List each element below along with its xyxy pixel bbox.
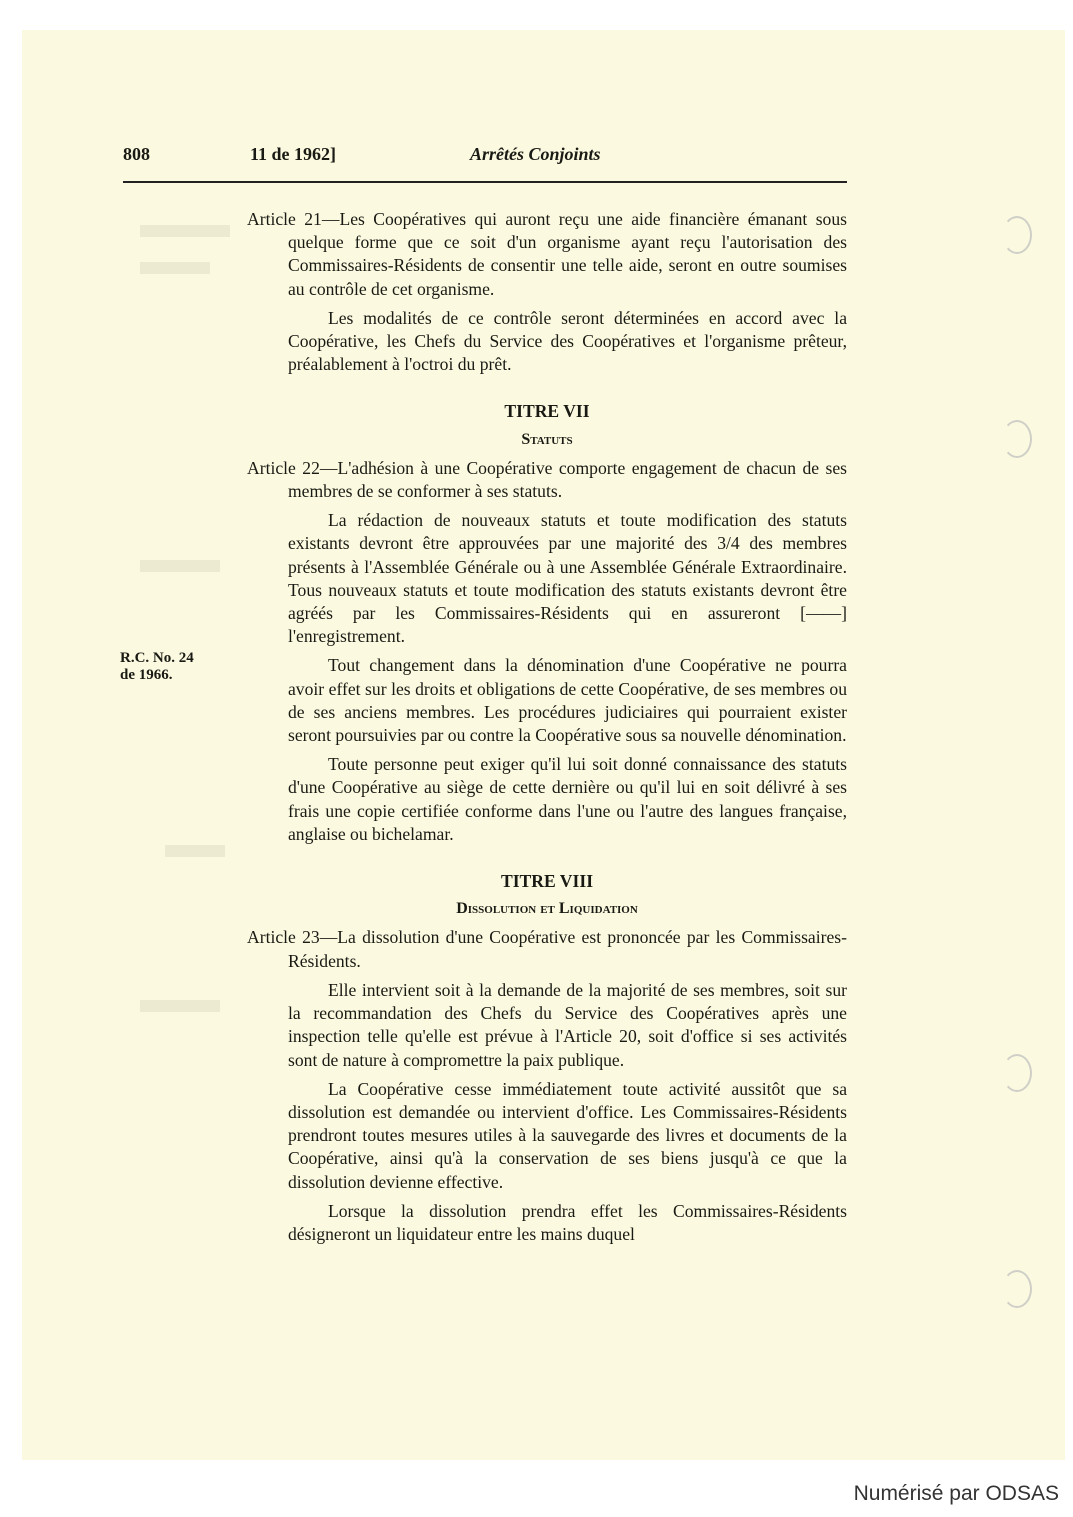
header-title: Arrêtés Conjoints: [470, 144, 601, 164]
header-rule: [123, 181, 847, 183]
article-21-paragraph: Les modalités de ce contrôle seront déterminées en accord avec la Coopérative, les Chefs du Service des Coopératives et l'organisme prêteur, préalablement à l'octroi du prêt.: [288, 307, 847, 375]
punch-hole-icon: [1002, 216, 1032, 254]
titre-vii-subheading: Statuts: [521, 430, 573, 448]
titre-viii-subheading: Dissolution et Liquidation: [456, 900, 638, 918]
margin-note-line: R.C. No. 24: [120, 650, 194, 666]
titre-vii-heading: TITRE VII: [504, 401, 590, 422]
article-23-paragraph: La Coopérative cesse immédiatement toute activité aussitôt que sa dissolution est demandée ou intervient d'office. Les Commissaires-Résidents prendront toutes mesures utiles à la sauvegarde des livres et documents de la Coopérative, ainsi qu'à la conservation de ses biens jusqu'à ce que la dissolution devienne effective.: [288, 1078, 847, 1192]
article-21: Article 21—Les Coopératives qui auront reçu une aide financière émanant sous quelque forme que ce soit d'un organisme ayant reçu l'autorisation des Commissaires-Résidents de consentir une telle aide, seront en outre soumises au contrôle de cet organisme.: [247, 209, 847, 299]
punch-hole-icon: [1002, 1270, 1032, 1308]
punch-hole-icon: [1002, 420, 1032, 458]
article-23-paragraph: Elle intervient soit à la demande de la majorité de ses membres, soit sur la recommandation des Chefs du Service des Coopératives après une inspection telle qu'elle est prévue à l'Article 20, soit d'office si ses activités sont de nature à compromettre la paix publique.: [288, 979, 847, 1070]
page-number: 808: [123, 144, 150, 164]
show-through-mark: [140, 262, 210, 274]
article-23-paragraph: Lorsque la dissolution prendra effet les Commissaires-Résidents désigneront un liquidateur entre les mains duquel: [288, 1200, 847, 1244]
show-through-mark: [165, 845, 225, 857]
show-through-mark: [140, 225, 230, 237]
article-22-paragraph: Tout changement dans la dénomination d'une Coopérative ne pourra avoir effet sur les droits et obligations de cette Coopérative, de ses membres ou de ses anciens membres. Les procédures judiciaires qui pourraient exister seront poursuivies par ou contre la Coopérative sous sa nouvelle dénomination.: [288, 655, 847, 746]
show-through-mark: [140, 560, 220, 572]
punch-hole-icon: [1002, 1054, 1032, 1092]
article-22-paragraph: Toute personne peut exiger qu'il lui soit donné connaissance des statuts d'une Coopérative au siège de cette dernière ou qu'il lui en soit délivré à ses frais une copie certifiée conforme dans l'une ou l'autre des langues française, anglaise ou bichelamar.: [288, 754, 847, 844]
header-year: 11 de 1962]: [250, 144, 337, 164]
titre-viii-heading: TITRE VIII: [500, 871, 594, 892]
article-23: Article 23—La dissolution d'une Coopérative est prononcée par les Commissaires-Résidents.: [247, 927, 847, 971]
show-through-mark: [140, 1000, 220, 1012]
body-text: [247, 208, 847, 1252]
scan-credit: Numérisé par ODSAS: [853, 1482, 1059, 1505]
article-22-paragraph: La rédaction de nouveaux statuts et toute modification des statuts existants devront être approuvées par une majorité des 3/4 des membres présents à l'Assemblée Générale ou à une Assemblée Générale Extraordinaire. Tous nouveaux statuts et toute modification des statuts existants devront être agréés par les Commissaires-Résidents qui en assureront [——] l'enregistrement.: [288, 510, 847, 647]
margin-note-line: de 1966.: [120, 667, 173, 683]
margin-note: [120, 650, 194, 684]
article-22: Article 22—L'adhésion à une Coopérative comporte engagement de chacun de ses membres de se conformer à ses statuts.: [247, 457, 847, 502]
